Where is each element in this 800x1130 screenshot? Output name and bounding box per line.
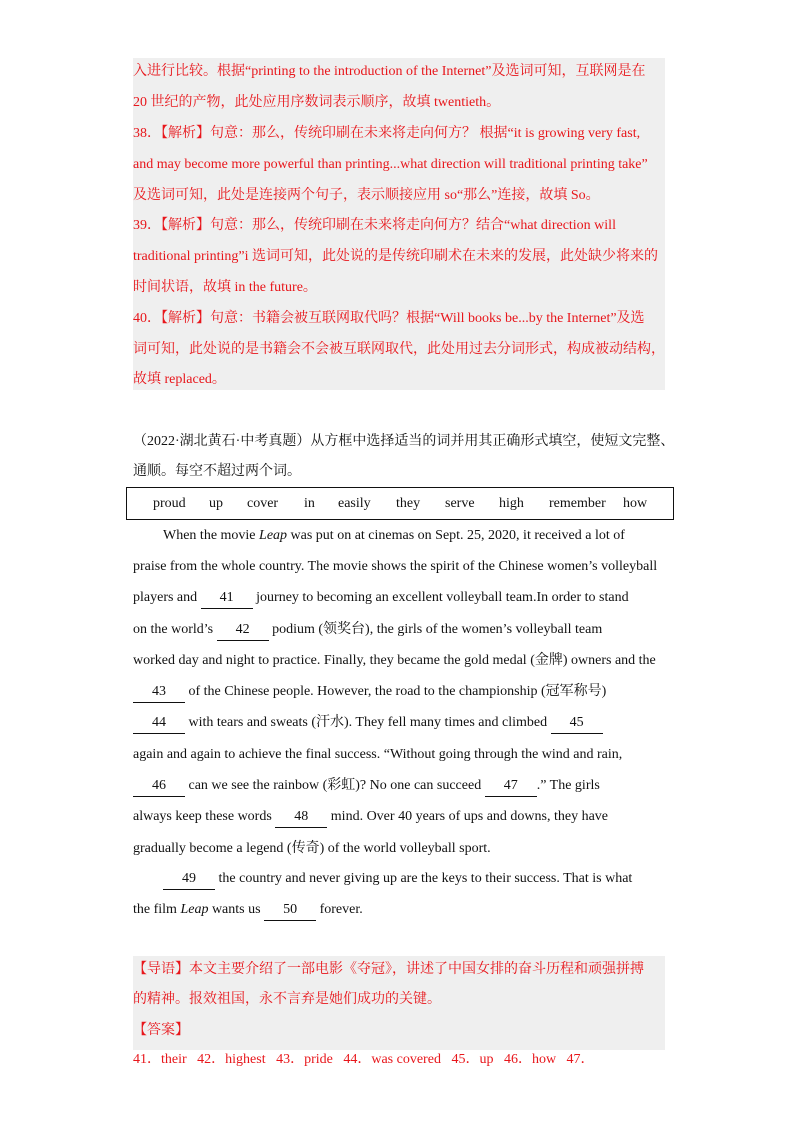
- word-box: [126, 487, 674, 520]
- passage-line: praise from the whole country. The movie shows the spirit of the Chinese women’s volleyball: [133, 559, 658, 574]
- question-instructions-2: 通顺。每空不超过两个词。: [133, 464, 301, 479]
- passage-text: was put on at cinemas on Sept. 25, 2020, it received a lot of: [290, 528, 625, 543]
- word-box-item: easily: [338, 496, 371, 511]
- passage-line: gradually become a legend (传奇) of the world volleyball sport.: [133, 841, 491, 856]
- word-box-item: they: [396, 496, 421, 511]
- blank-43: 43: [133, 682, 185, 703]
- blank-44: 44: [133, 713, 185, 734]
- passage-line: [133, 620, 602, 641]
- passage-text: the country and never giving up are the keys to their success. That is what: [218, 871, 633, 886]
- analysis-line-4: and may become more powerful than printing...what direction will traditional printing take”: [133, 157, 648, 172]
- word-box-item: high: [499, 496, 524, 511]
- blank-47: 47: [485, 776, 537, 797]
- passage-text: can we see the rainbow (彩虹)? No one can succeed: [188, 778, 482, 793]
- word-box-item: in: [304, 496, 315, 511]
- blank-45: 45: [551, 713, 603, 734]
- blank-42: 42: [217, 620, 269, 641]
- word-box-item: how: [623, 496, 648, 511]
- passage-text: on the world’s: [133, 622, 214, 637]
- passage-line: [133, 713, 603, 734]
- passage-line: [163, 869, 632, 890]
- passage-line: [133, 682, 606, 703]
- analysis-line-6: 39．【解析】句意：那么，传统印刷在未来将走向何方？结合“what direction will: [133, 218, 616, 233]
- passage-text: the film: [133, 902, 177, 917]
- film-title: Leap: [259, 528, 288, 543]
- analysis-line-7: traditional printing”i 选词可知，此处说的是传统印刷术在未来的发展，此处缺少将来的: [133, 249, 658, 264]
- passage-line: worked day and night to practice. Finally, they became the gold medal (金牌) owners and the: [133, 653, 656, 668]
- blank-48: 48: [275, 807, 327, 828]
- analysis-line-10: 词可知，此处说的是书籍会不会被互联网取代，此处用过去分词形式，构成被动结构，: [133, 342, 665, 357]
- blank-49: 49: [163, 869, 215, 890]
- passage-text: forever.: [319, 902, 363, 917]
- analysis-line-3: 38．【解析】句意：那么，传统印刷在未来将走向何方？ 根据“it is growing very fast,: [133, 126, 641, 141]
- word-box-item: proud: [153, 496, 186, 511]
- passage-line: [133, 900, 363, 921]
- passage-line: [133, 588, 629, 609]
- passage-text: wants us: [211, 902, 261, 917]
- passage-text: podium (领奖台), the girls of the women’s volleyball team: [272, 622, 603, 637]
- passage-line: [133, 776, 600, 797]
- analysis-line-2: 20 世纪的产物，此处应用序数词表示顺序，故填 twentieth。: [133, 95, 501, 110]
- answer-label: 【答案】: [133, 1023, 189, 1038]
- passage-line: again and again to achieve the final success. “Without going through the wind and rain,: [133, 747, 623, 762]
- word-box-item: cover: [247, 496, 279, 511]
- analysis-line-9: 40．【解析】句意：书籍会被互联网取代吗？根据“Will books be...by the Internet”及选: [133, 311, 645, 326]
- passage-text: .” The girls: [536, 778, 600, 793]
- passage-line: [163, 526, 625, 546]
- question-instructions-1: （2022·湖北黄石·中考真题）从方框中选择适当的词并用其正确形式填空，使短文完整、: [133, 434, 675, 449]
- passage-text: When the movie: [163, 528, 256, 543]
- analysis-line-5: 及选词可知，此处是连接两个句子，表示顺接应用 so“那么”连接，故填 So。: [133, 188, 600, 203]
- analysis-line-8: 时间状语，故填 in the future。: [133, 280, 317, 295]
- analysis-line-11: 故填 replaced。: [133, 372, 226, 387]
- blank-41: 41: [201, 588, 253, 609]
- word-box-item: serve: [445, 496, 475, 511]
- answers-line: 41．their 42．highest 43．pride 44．was covered 45．up 46．how 47．: [133, 1052, 595, 1067]
- passage-text: always keep these words: [133, 809, 272, 824]
- passage-text: players and: [133, 590, 198, 605]
- passage-text: journey to becoming an excellent volleyball team.In order to stand: [256, 590, 629, 605]
- blank-46: 46: [133, 776, 185, 797]
- passage-text: of the Chinese people. However, the road to the championship (冠军称号): [188, 684, 607, 699]
- passage-text: mind. Over 40 years of ups and downs, they have: [330, 809, 609, 824]
- passage-text: with tears and sweats (汗水). They fell many times and climbed: [188, 715, 548, 730]
- passage-line: [133, 807, 608, 828]
- guide-line-1: 【导语】本文主要介绍了一部电影《夺冠》，讲述了中国女排的奋斗历程和顽强拼搏: [133, 962, 644, 977]
- guide-line-2: 的精神。报效祖国，永不言弃是她们成功的关键。: [133, 992, 441, 1007]
- word-box-item: up: [209, 496, 223, 511]
- word-box-item: remember: [549, 496, 606, 511]
- analysis-line-1: 入进行比较。根据“printing to the introduction of the Internet”及选词可知，互联网是在: [133, 64, 646, 79]
- blank-50: 50: [264, 900, 316, 921]
- film-title: Leap: [180, 902, 209, 917]
